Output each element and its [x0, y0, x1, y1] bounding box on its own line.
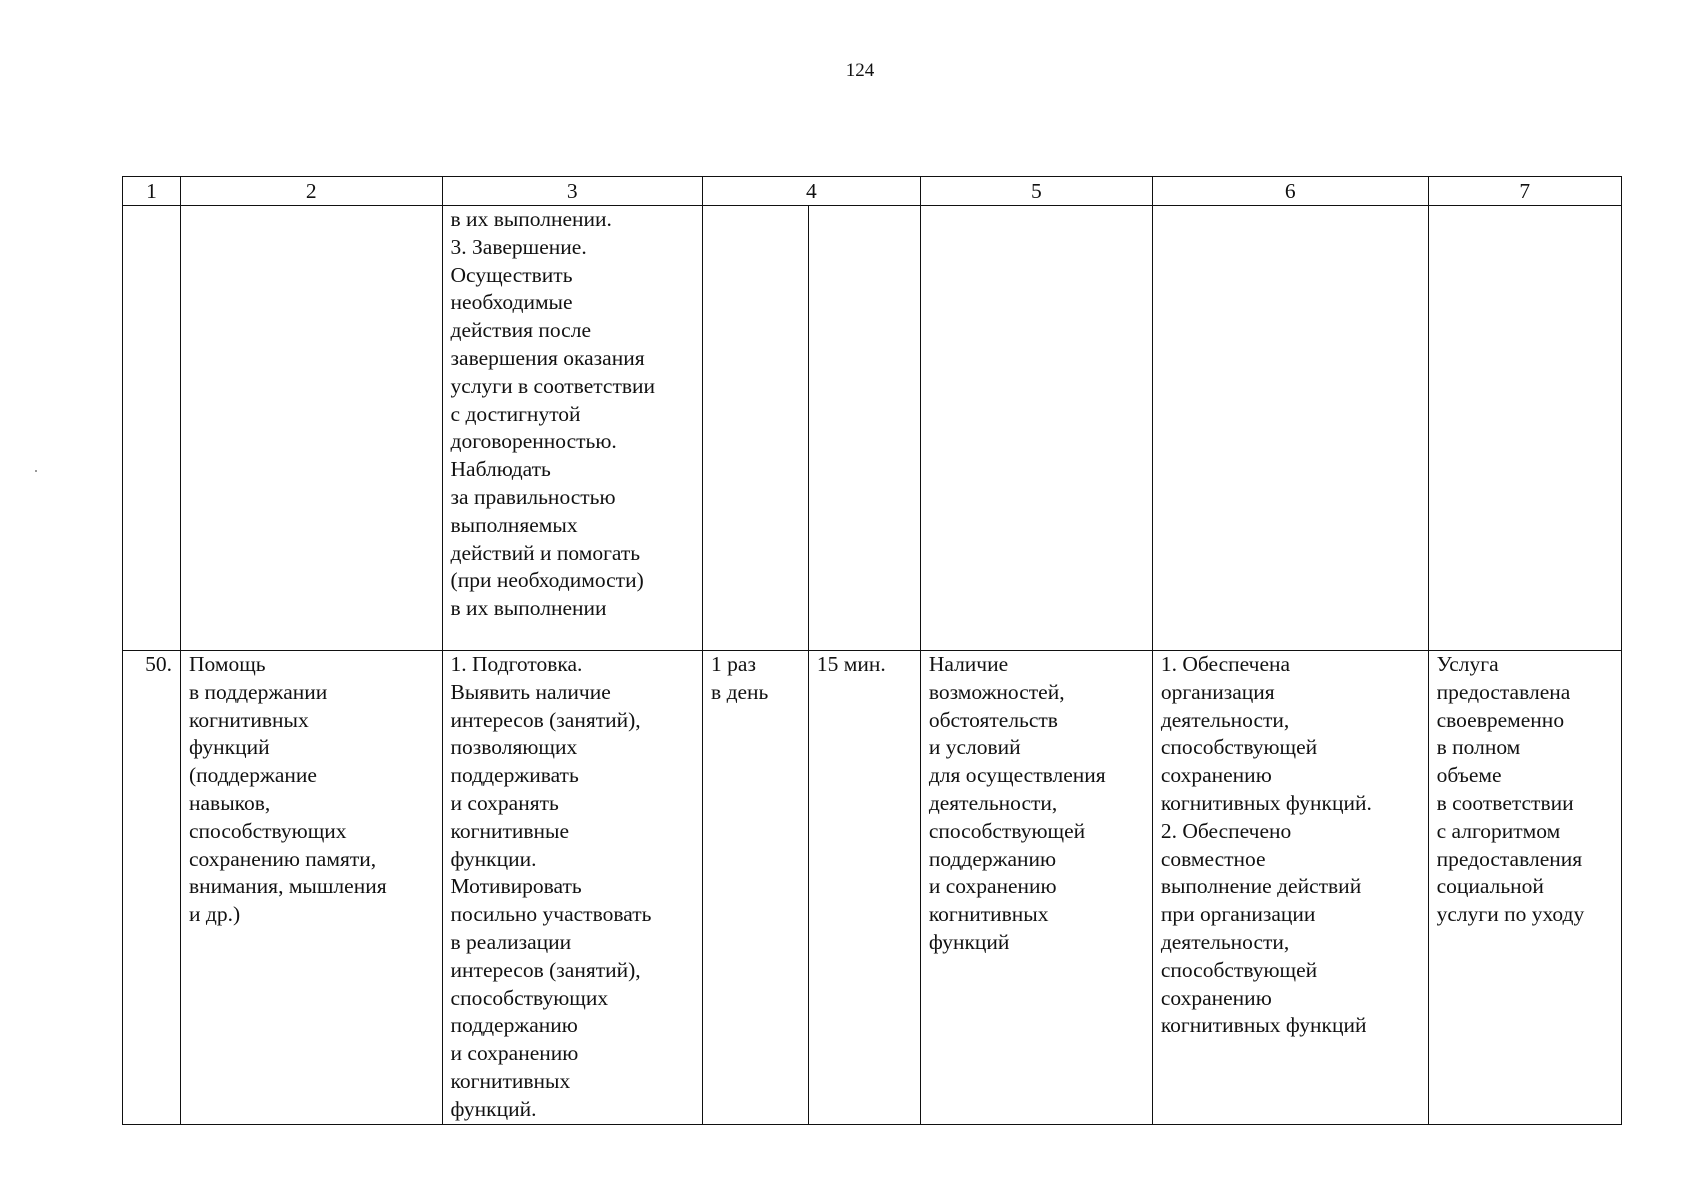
cell-results — [1152, 206, 1428, 651]
column-number-row — [123, 177, 1622, 206]
cell-conditions: Наличие возможностей, обстоятельств и условий для осуществления деятельности, способствующей поддержанию и сохранению когнитивных функций — [920, 651, 1152, 1125]
cell-service-description: 1. Подготовка. Выявить наличие интересов (занятий), позволяющих поддерживать и сохранять когнитивные функции. Мотивировать посильно участвовать в реализации интересов (занятий), способствующих поддержанию и сохранению когнитивных функций. — [442, 651, 703, 1125]
header-col-5: 5 — [920, 177, 1152, 206]
header-col-2: 2 — [181, 177, 443, 206]
cell-evaluation — [1428, 206, 1621, 651]
cell-service-name: Помощь в поддержании когнитивных функций (поддержание навыков, способствующих сохранению памяти, внимания, мышления и др.) — [181, 651, 443, 1125]
cell-duration — [808, 206, 920, 651]
cell-duration: 15 мин. — [808, 651, 920, 1125]
cell-results: 1. Обеспечена организация деятельности, способствующей сохранению когнитивных функций. 2. Обеспечено совместное выполнение действий при организации деятельности, способствующей сохранению когнитивных функций — [1152, 651, 1428, 1125]
header-col-6: 6 — [1152, 177, 1428, 206]
cell-service-name — [181, 206, 443, 651]
services-table — [122, 176, 1622, 1125]
header-col-1: 1 — [123, 177, 181, 206]
cell-conditions — [920, 206, 1152, 651]
cell-frequency: 1 раз в день — [703, 651, 809, 1125]
table-row-continuation — [123, 206, 1622, 651]
table-row-50 — [123, 651, 1622, 1125]
cell-service-description: в их выполнении. 3. Завершение. Осуществить необходимые действия после завершения оказания услуги в соответствии с достигнутой договоренностью. Наблюдать за правильностью выполняемых действий и помогать (при необходимости) в их выполнении — [442, 206, 703, 651]
header-col-7: 7 — [1428, 177, 1621, 206]
scan-speck — [35, 470, 37, 472]
cell-number: 50. — [123, 651, 181, 1125]
header-col-3: 3 — [442, 177, 703, 206]
cell-evaluation: Услуга предоставлена своевременно в полном объеме в соответствии с алгоритмом предоставления социальной услуги по уходу — [1428, 651, 1621, 1125]
cell-number — [123, 206, 181, 651]
cell-frequency — [703, 206, 809, 651]
header-col-4: 4 — [703, 177, 921, 206]
page-number: 124 — [845, 60, 875, 81]
